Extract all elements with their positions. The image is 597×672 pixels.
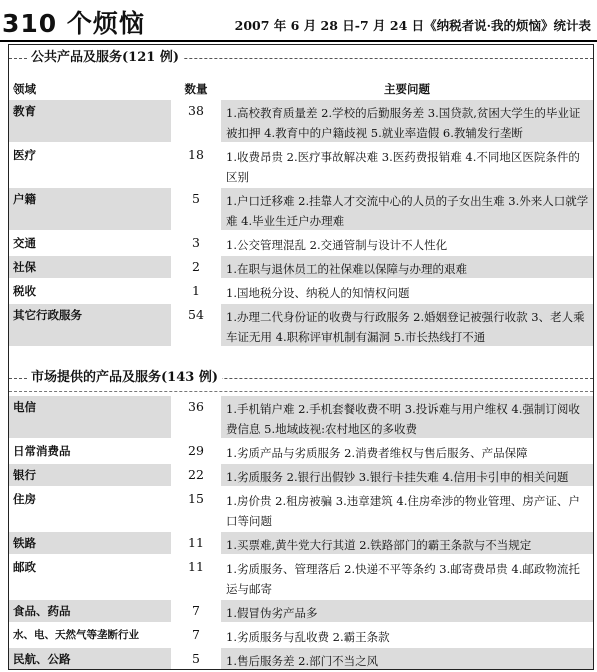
row-count: 7 — [192, 627, 200, 642]
row-count: 5 — [192, 651, 200, 666]
column-header-field: 领域 — [13, 82, 36, 96]
row-issues: 1.劣质服务、管理落后 2.快递不平等条约 3.邮寄费昂贵 4.邮政物流托运与邮寄 — [226, 562, 580, 596]
table-row — [9, 188, 593, 230]
section-heading-text: 公共产品及服务(121 例) — [27, 49, 183, 67]
table-row — [9, 464, 593, 486]
row-field: 住房 — [13, 492, 36, 506]
row-field: 教育 — [13, 104, 36, 118]
row-field: 社保 — [13, 260, 36, 274]
section-heading-public — [9, 49, 593, 67]
column-header-count: 数量 — [184, 82, 208, 96]
row-field: 银行 — [13, 468, 36, 482]
row-count: 15 — [188, 491, 204, 506]
row-issues: 1.劣质产品与劣质服务 2.消费者维权与售后服务、产品保障 — [226, 446, 528, 460]
row-count: 11 — [188, 559, 204, 574]
row-field: 民航、公路 — [13, 652, 71, 666]
row-count: 29 — [188, 443, 204, 458]
table-row — [9, 648, 593, 669]
row-field: 其它行政服务 — [13, 308, 82, 322]
row-count: 7 — [192, 603, 200, 618]
row-field: 电信 — [13, 400, 36, 414]
header — [0, 0, 597, 42]
row-count: 2 — [192, 259, 200, 274]
row-issues: 1.国地税分设、纳税人的知情权问题 — [226, 286, 410, 300]
section-divider — [9, 391, 593, 392]
row-count: 22 — [188, 467, 204, 482]
row-field: 交通 — [13, 236, 36, 250]
row-count: 38 — [188, 103, 204, 118]
row-issues: 1.假冒伪劣产品多 — [226, 606, 318, 620]
row-count: 5 — [192, 191, 200, 206]
row-count: 18 — [188, 147, 204, 162]
statistics-table — [8, 44, 594, 670]
table-row — [9, 256, 593, 278]
row-issues: 1.户口迁移难 2.挂靠人才交流中心的人员的子女出生难 3.外来人口就学难 4.毕业生迁户办理难 — [226, 194, 589, 228]
row-count: 11 — [188, 535, 204, 550]
row-field: 水、电、天然气等垄断行业 — [13, 629, 139, 641]
section-heading-text: 市场提供的产品及服务(143 例) — [27, 369, 222, 387]
row-field: 税收 — [13, 284, 36, 298]
table-row — [9, 144, 593, 186]
page-title: 310 个烦恼 — [2, 9, 145, 38]
row-count: 36 — [188, 399, 204, 414]
table-row — [9, 100, 593, 142]
row-issues: 1.手机销户难 2.手机套餐收费不明 3.投诉难与用户维权 4.强制订阅收费信息 5.地域歧视:农村地区的多收费 — [226, 402, 580, 436]
table-row — [9, 624, 593, 646]
row-issues: 1.在职与退休员工的社保难以保障与办理的艰难 — [226, 262, 467, 276]
table-row — [9, 440, 593, 462]
row-issues: 1.公交管理混乱 2.交通管制与设计不人性化 — [226, 238, 448, 252]
table-row — [9, 532, 593, 554]
row-issues: 1.办理二代身份证的收费与行政服务 2.婚姻登记被强行收款 3、老人乘车证无用 4.职称评审机制有漏洞 5.市长热线打不通 — [226, 310, 585, 344]
row-issues: 1.房价贵 2.租房被骗 3.违章建筑 4.住房牵涉的物业管理、房产证、户口等问题 — [226, 494, 580, 528]
row-field: 食品、药品 — [13, 604, 71, 618]
row-field: 邮政 — [13, 560, 36, 574]
row-count: 1 — [192, 283, 200, 298]
table-row — [9, 488, 593, 530]
row-count: 3 — [192, 235, 200, 250]
table-row — [9, 600, 593, 622]
row-issues: 1.收费昂贵 2.医疗事故解决难 3.医药费报销难 4.不同地区医院条件的区别 — [226, 150, 580, 184]
table-row — [9, 396, 593, 438]
table-row — [9, 232, 593, 254]
row-issues: 1.劣质服务 2.银行出假钞 3.银行卡挂失难 4.信用卡引申的相关问题 — [226, 470, 569, 484]
table-row — [9, 304, 593, 346]
row-count: 54 — [188, 307, 204, 322]
row-issues: 1.高校教育质量差 2.学校的后勤服务差 3.国贷款,贫困大学生的毕业证被扣押 4.教育中的户籍歧视 5.就业率造假 6.教辅发行垄断 — [226, 106, 581, 140]
row-field: 铁路 — [13, 536, 36, 550]
table-row — [9, 556, 593, 598]
row-issues: 1.买票难,黄牛党大行其道 2.铁路部门的霸王条款与不当规定 — [226, 538, 532, 552]
row-field: 日常消费品 — [13, 444, 71, 458]
column-header-issues: 主要问题 — [384, 82, 430, 96]
row-issues: 1.劣质服务与乱收费 2.霸王条款 — [226, 630, 390, 644]
period-caption: 2007 年 6 月 28 日-7 月 24 日《纳税者说·我的烦恼》统计表 — [234, 18, 591, 33]
table-row — [9, 280, 593, 302]
row-field: 医疗 — [13, 148, 36, 162]
row-issues: 1.售后服务差 2.部门不当之风 — [226, 654, 379, 668]
row-field: 户籍 — [13, 192, 36, 206]
column-header-row — [9, 78, 593, 98]
section-heading-market — [9, 369, 593, 387]
